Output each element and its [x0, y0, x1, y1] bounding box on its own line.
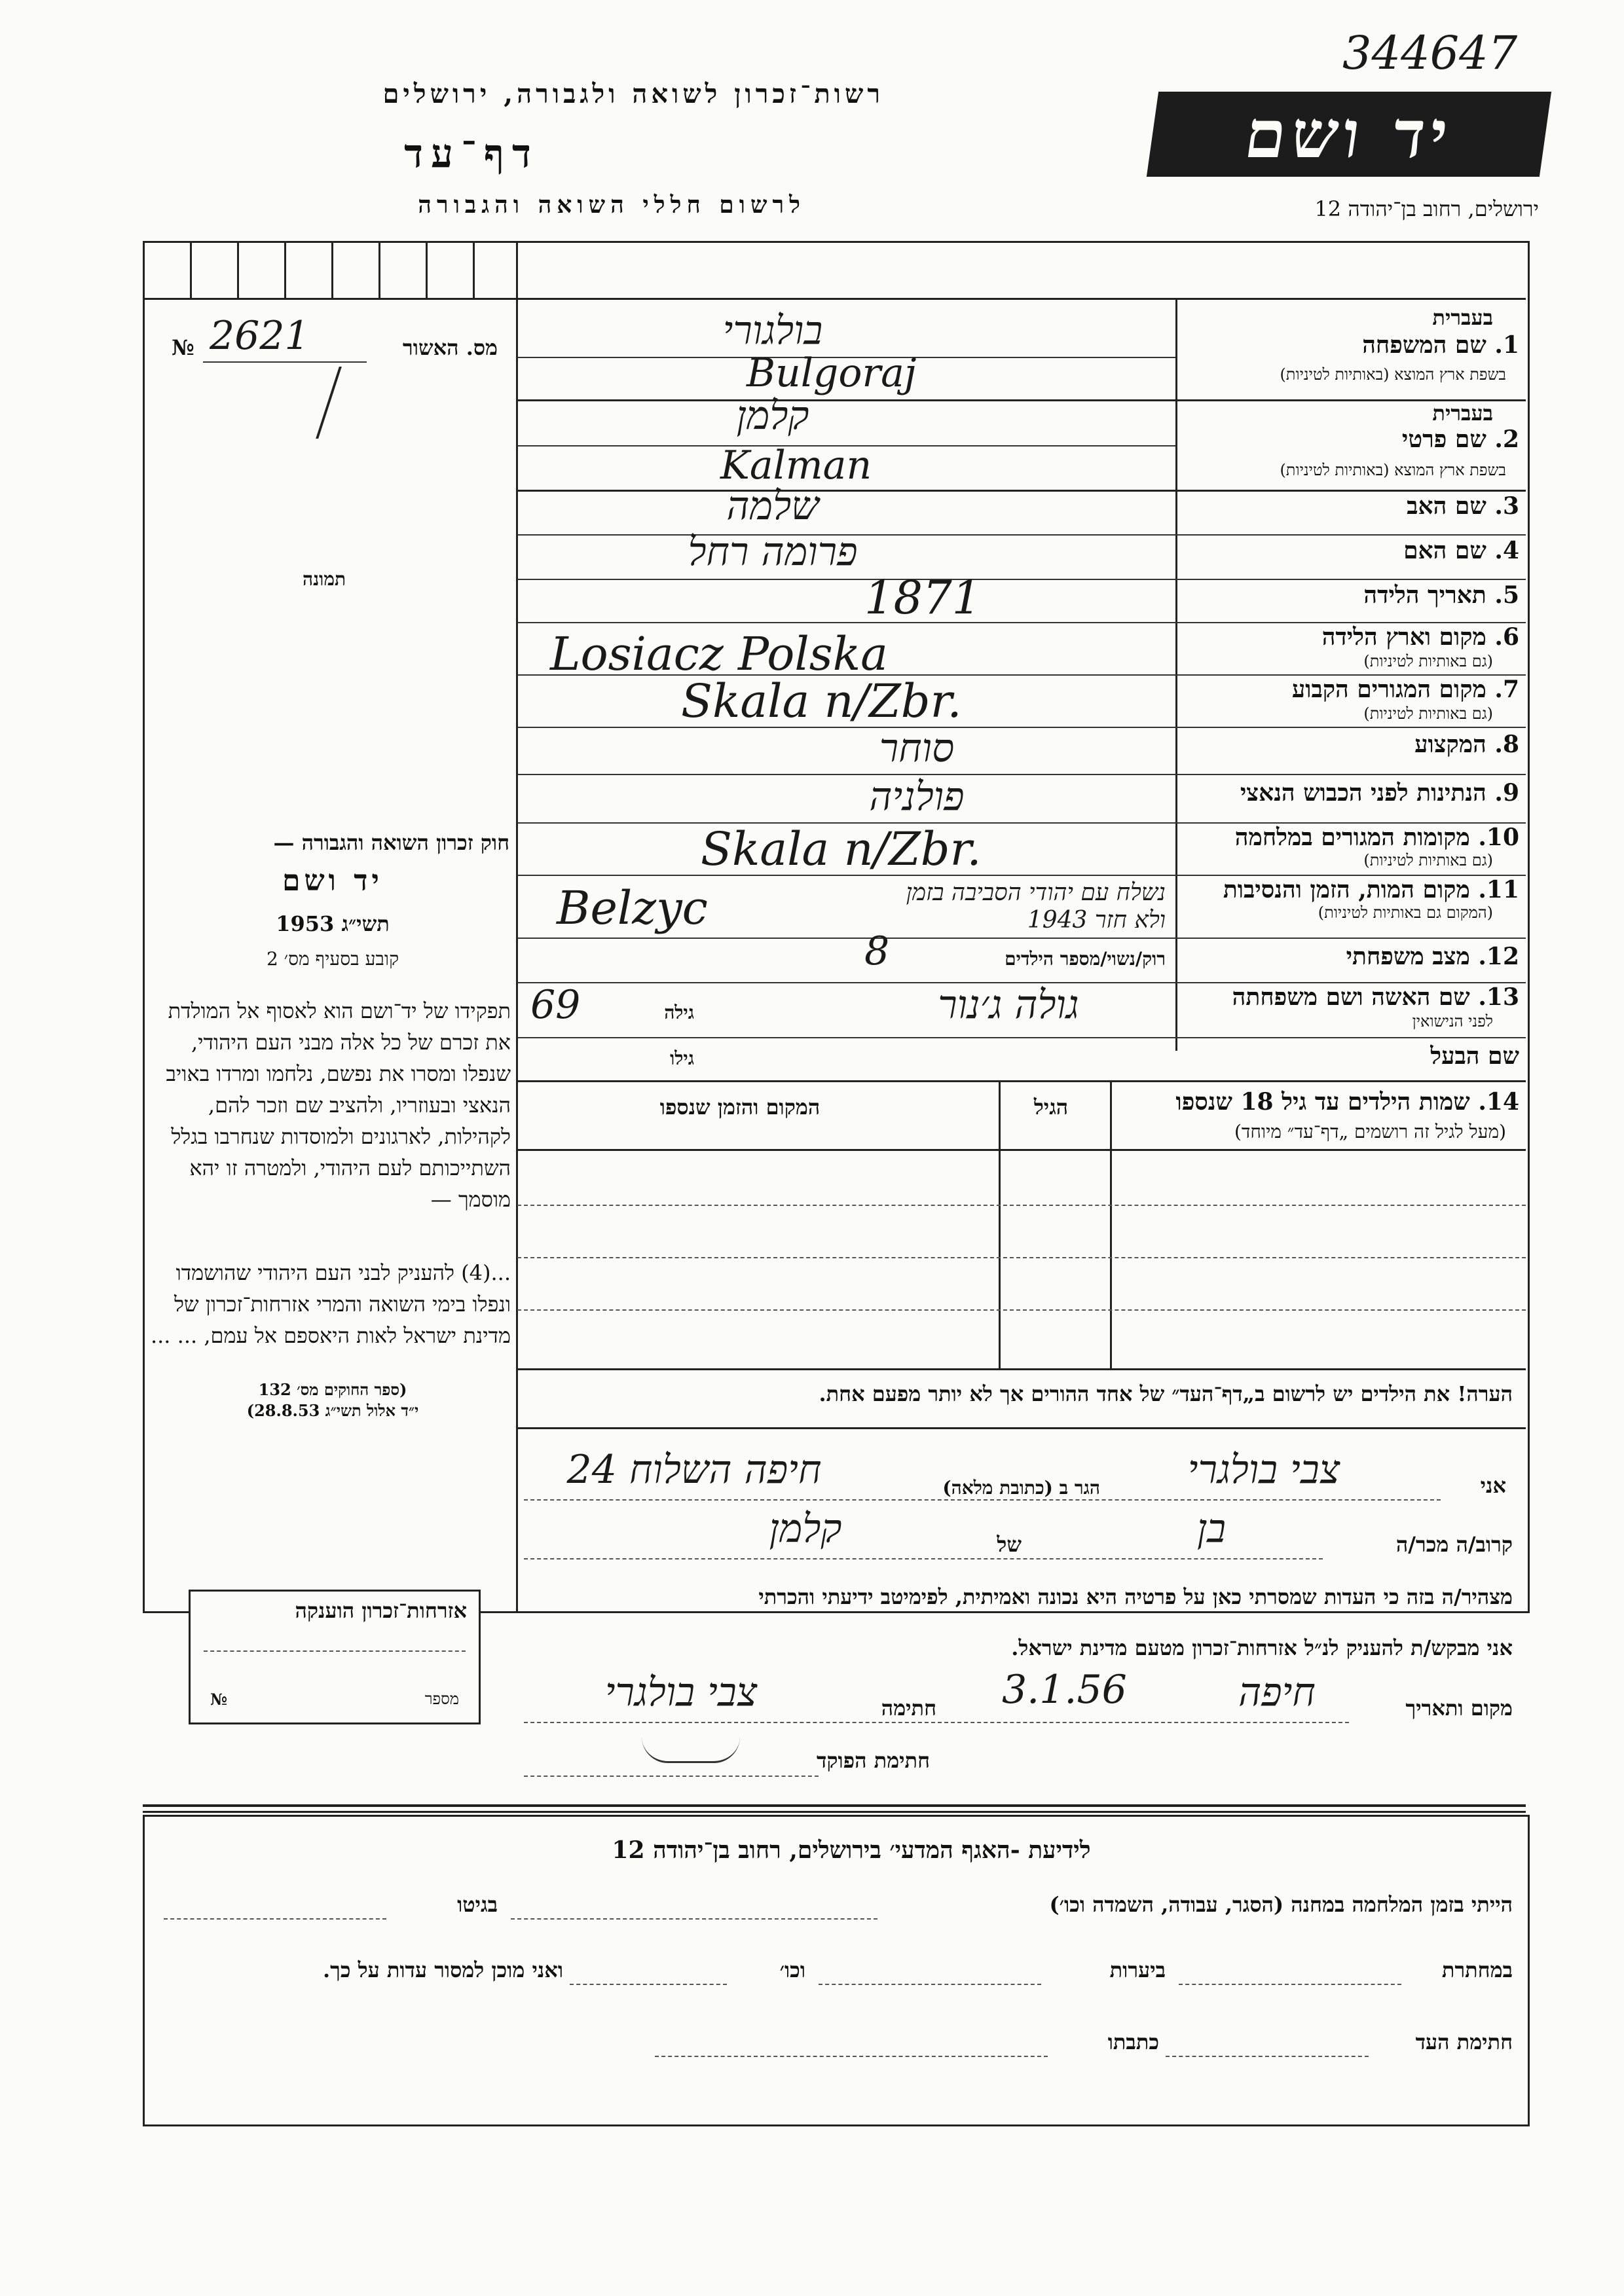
footer-line3-b: כתבתו [1107, 2030, 1159, 2054]
footer-line3-dots [1166, 2056, 1369, 2057]
footer-line2-a: במחתרת [1441, 1958, 1513, 1982]
citizenship-no: № [210, 1690, 228, 1709]
org-line: רשות־זכרון לשואה ולגבורה, ירושלים [382, 79, 884, 109]
field-12-label [1179, 943, 1519, 970]
field-1-lang: בעברית [1432, 305, 1493, 330]
footer-rule [143, 1804, 1526, 1807]
field-2-value-latin: Kalman [720, 443, 872, 488]
strip-cell [190, 241, 192, 299]
field-6-text: מקום וארץ הלידה [1321, 623, 1486, 651]
photo-label: תמונה [302, 568, 346, 590]
field-10-sub: (גם באותיות לטיניות) [1363, 851, 1493, 869]
field-3-num: 3. [1494, 492, 1519, 520]
note: הערה! את הילדים יש לרשום ב„דף־העד״ של אחד ההורים אך לא יותר מפעם אחת. [819, 1381, 1513, 1406]
decl-date: 3.1.56 [1002, 1667, 1127, 1713]
decl-name: צבי בולגרי [1187, 1447, 1340, 1493]
field-11-bottom [517, 938, 1526, 939]
footer-title: לידיעת -האגף המדעי׳ בירושלים, רחוב בן־יהודה 12 [612, 1836, 1091, 1864]
field-5-num: 5. [1494, 581, 1519, 609]
law-title: חוק זכרון השואה והגבורה — [273, 830, 509, 855]
children-subtitle: (מעל לגיל זה רושמים „דף־עד״ מיוחד) [1234, 1121, 1506, 1142]
strip-cell [426, 241, 428, 299]
field-3-label [1179, 492, 1519, 520]
decl-address: חיפה השלוח 24 [566, 1447, 822, 1493]
children-header-line [517, 1149, 1526, 1151]
decl-relative-label: קרוב/ה מכר/ה [1395, 1532, 1513, 1557]
field-11-sub: (המקום גם באותיות לטיניות) [1318, 903, 1493, 922]
field-2-value-he: קלמן [736, 393, 809, 439]
field-10-num: 10. [1478, 824, 1519, 851]
field-4-value: פרומה רחל [688, 529, 858, 575]
field-12-children: 8 [864, 928, 890, 974]
field-9-label [1179, 779, 1519, 807]
no-sign: № [172, 335, 194, 360]
field-6-value: Losiacz Polska [550, 627, 888, 681]
field-4-text: שם האם [1403, 537, 1486, 564]
field-5-text: תאריך הלידה [1363, 581, 1486, 609]
footer-line1-b: בגיטו [457, 1892, 498, 1917]
field-1-value-latin: Bulgoraj [747, 350, 917, 396]
decl-signature-label: חתימה [881, 1696, 936, 1721]
field-8-text: המקצוע [1414, 731, 1486, 758]
field-2-label [1179, 426, 1519, 453]
children-title-text: שמות הילדים עד גיל 18 שנספו [1175, 1088, 1470, 1116]
field-11-num: 11. [1478, 876, 1519, 903]
field-12-text: מצב משפחתי [1346, 943, 1470, 970]
field-4-bottom [517, 579, 1526, 580]
field-13-age-label: גילה [664, 1002, 694, 1023]
footer-line1-dots-2 [164, 1918, 386, 1920]
citizenship-number-label: מספר [424, 1690, 459, 1708]
archive-number: 344647 [1342, 26, 1518, 80]
children-row-line [517, 1309, 1526, 1311]
decl-of-name: קלמן [769, 1506, 842, 1552]
field-13-age: 69 [530, 982, 581, 1028]
decl-officer-label: חתימת הפוקד [817, 1748, 930, 1773]
form-title: דף־עד [404, 131, 539, 177]
strip-cell [284, 241, 286, 299]
yad-vashem-logo [1147, 92, 1551, 177]
field-8-value: סוחר [879, 725, 955, 771]
number-label: מס. האשור [403, 335, 498, 360]
children-bottom [517, 1368, 1526, 1370]
field-9-value: פולניה [869, 774, 965, 820]
field-13-sub: לפני הנישואין [1412, 1012, 1493, 1030]
children-col-place: המקום והזמן שנספו [659, 1095, 821, 1120]
field-1-text: שם המשפחה [1362, 331, 1486, 359]
field-13-text: שם האשה ושם משפחתה [1232, 983, 1470, 1011]
field-7-sub: (גם באותיות לטיניות) [1363, 704, 1493, 723]
note-bottom [517, 1427, 1526, 1429]
field-11-label [1179, 876, 1519, 903]
footer-line1-a: הייתי בזמן המלחמה במחנה (הסגר, עבודה, השמדה וכו׳) [1049, 1892, 1513, 1917]
field-13-num: 13. [1478, 983, 1519, 1011]
footer-line1-dots [511, 1918, 877, 1920]
field-6-num: 6. [1494, 623, 1519, 651]
field-1-label [1179, 331, 1519, 359]
field-4-num: 4. [1494, 537, 1519, 564]
top-strip-line [143, 298, 516, 300]
footer-line2-c: וכו׳ [779, 1958, 805, 1982]
field-13-label [1179, 983, 1519, 1011]
field-11-value: Belzyc [557, 881, 708, 935]
decl-line-2 [524, 1558, 1323, 1559]
citizenship-box [189, 1590, 481, 1724]
field-13-husband-label: שם הבעל [1430, 1042, 1519, 1070]
citizenship-title: אזרחות־זכרון הוענקה [295, 1598, 467, 1623]
field-1-num: 1. [1494, 331, 1519, 359]
footer-line2-b: ביערות [1109, 1958, 1166, 1982]
footer-line2-d: ואני מוכן למסור עדות על כך. [322, 1958, 563, 1982]
field-12-status-label: רוק/נשוי/מספר הילדים [1005, 948, 1166, 970]
field-2-text: שם פרטי [1401, 426, 1486, 453]
footer-line3-dots-2 [655, 2056, 1048, 2057]
field-9-text: הנתינות לפני הכבוש הנאצי [1240, 779, 1486, 807]
field-2-lang: בעברית [1432, 401, 1493, 426]
children-row-line [517, 1205, 1526, 1206]
footer-line2-dots-2 [819, 1984, 1041, 1985]
field-2-sub: בשפת ארץ המוצא (באותיות לטיניות) [1280, 461, 1506, 479]
decl-line-1 [524, 1499, 1441, 1501]
law-clause: קובע בסעיף מס׳ 2 [266, 948, 399, 970]
field-11-note-1: נשלח עם יהודי הסביבה בזמן [906, 879, 1166, 906]
field-13-husband-age-label: גילו [670, 1048, 694, 1069]
field-8-num: 8. [1494, 731, 1519, 758]
decl-signature: צבי בולגרי [604, 1669, 758, 1715]
field-2-num: 2. [1494, 426, 1519, 453]
field-4-label [1179, 537, 1519, 564]
decl-i-label: אני [1480, 1473, 1506, 1498]
field-10-value: Skala n/Zbr. [701, 822, 982, 876]
law-year: תשי״ג 1953 [276, 911, 390, 936]
top-strip-line-right [516, 298, 1526, 300]
decl-relation: בן [1196, 1506, 1227, 1552]
law-date: י״ד אלול תשי״ג 28.8.53) [246, 1401, 419, 1420]
field-1-sub: בשפת ארץ המוצא (באותיות לטיניות) [1280, 365, 1506, 384]
law-text: תפקידו של יד־ושם הוא לאסוף אל המולדת את זכרם של כל אלה מבני העם היהודי, שנפלו ומסרו את נפשם, נלחמו ומרדו באויב הנאצי ובעוזריו, ולהציב שם וזכר להם, לקהילות, לארגונים ולמוסדות שנחרבו בגלל השתייכותם לעם היהודי, ולמטרה זו יהא מוסמך — [166, 998, 511, 1212]
field-10-text: מקומות המגורים במלחמה [1234, 824, 1470, 851]
field-10-label [1179, 824, 1519, 851]
footer-line2-dots [1179, 1984, 1401, 1985]
decl-place-date-label: מקום ותאריך [1405, 1696, 1513, 1721]
field-13-bottom [517, 1080, 1526, 1082]
field-11-text: מקום המות, הזמן והנסיבות [1223, 876, 1470, 903]
footer-line2-dots-3 [570, 1984, 727, 1985]
address: ירושלים, רחוב בן־יהודה 12 [1314, 196, 1539, 221]
field-7-label [1179, 676, 1519, 703]
field-7-value: Skala n/Zbr. [681, 674, 962, 728]
decl-statement: מצהיר/ה בזה כי העדות שמסרתי כאן על פרטיה היא נכונה ואמיתית, לפימיטב ידיעתי והכרתי [758, 1584, 1513, 1609]
approval-number: 2621 [210, 313, 310, 359]
strip-cell [237, 241, 239, 299]
logo-text: יד ושם [1240, 96, 1458, 173]
form-subtitle: לרשום חללי השואה והגבורה [418, 191, 805, 219]
field-7-num: 7. [1494, 676, 1519, 703]
decl-line-3 [524, 1722, 1349, 1723]
children-col-divider-1 [1110, 1080, 1112, 1368]
field-12-num: 12. [1478, 943, 1519, 970]
children-row-line [517, 1257, 1526, 1258]
decl-line-4 [524, 1776, 819, 1777]
footer-rule-2 [143, 1811, 1526, 1813]
strip-cell [331, 241, 333, 299]
field-7-text: מקום המגורים הקבוע [1291, 676, 1486, 703]
field-5-value: 1871 [864, 571, 982, 625]
decl-lives-label: הגר ב (כתובת מלאה) [942, 1477, 1100, 1499]
field-11-note-2: ולא חזר 1943 [1027, 907, 1166, 934]
field-6-sub: (גם באותיות לטיניות) [1363, 652, 1493, 670]
field-3-value: שלמה [726, 483, 819, 529]
field-13-value: גולה ג׳נור [938, 982, 1079, 1028]
citizenship-line [204, 1650, 466, 1652]
children-num: 14. [1478, 1088, 1519, 1116]
field-8-label [1179, 731, 1519, 758]
children-col-age: הגיל [1033, 1095, 1069, 1120]
decl-place: חיפה [1238, 1669, 1316, 1715]
children-col-divider-2 [999, 1080, 1001, 1368]
field-9-num: 9. [1494, 779, 1519, 807]
decl-of-label: של [997, 1532, 1022, 1557]
law-text-2: ...(4) להעניק לבני העם היהודי שהושמדו ונפלו בימי השואה והמרי אזרחות־זכרון של מדינת ישראל לאות היאספם אל עמם, ... ... [150, 1260, 511, 1348]
field-3-text: שם האב [1407, 492, 1486, 520]
law-name: יד ושם [282, 864, 383, 898]
number-underline [203, 361, 367, 363]
officer-signature-mark [642, 1735, 740, 1763]
footer-line3-a: חתימת העד [1415, 2030, 1513, 2054]
children-title [1113, 1088, 1519, 1116]
law-source: (ספר החוקים מס׳ 132 [258, 1380, 407, 1399]
field-5-label [1179, 581, 1519, 609]
field-1-value-he: בולגורי [722, 308, 823, 354]
strip-cell [473, 241, 475, 299]
field-13-line [517, 1037, 1526, 1038]
field-6-label [1179, 623, 1519, 651]
strip-cell [378, 241, 380, 299]
decl-request: אני מבקש/ת להעניק לנ״ל אזרחות־זכרון מטעם מדינת ישראל. [1011, 1635, 1513, 1660]
